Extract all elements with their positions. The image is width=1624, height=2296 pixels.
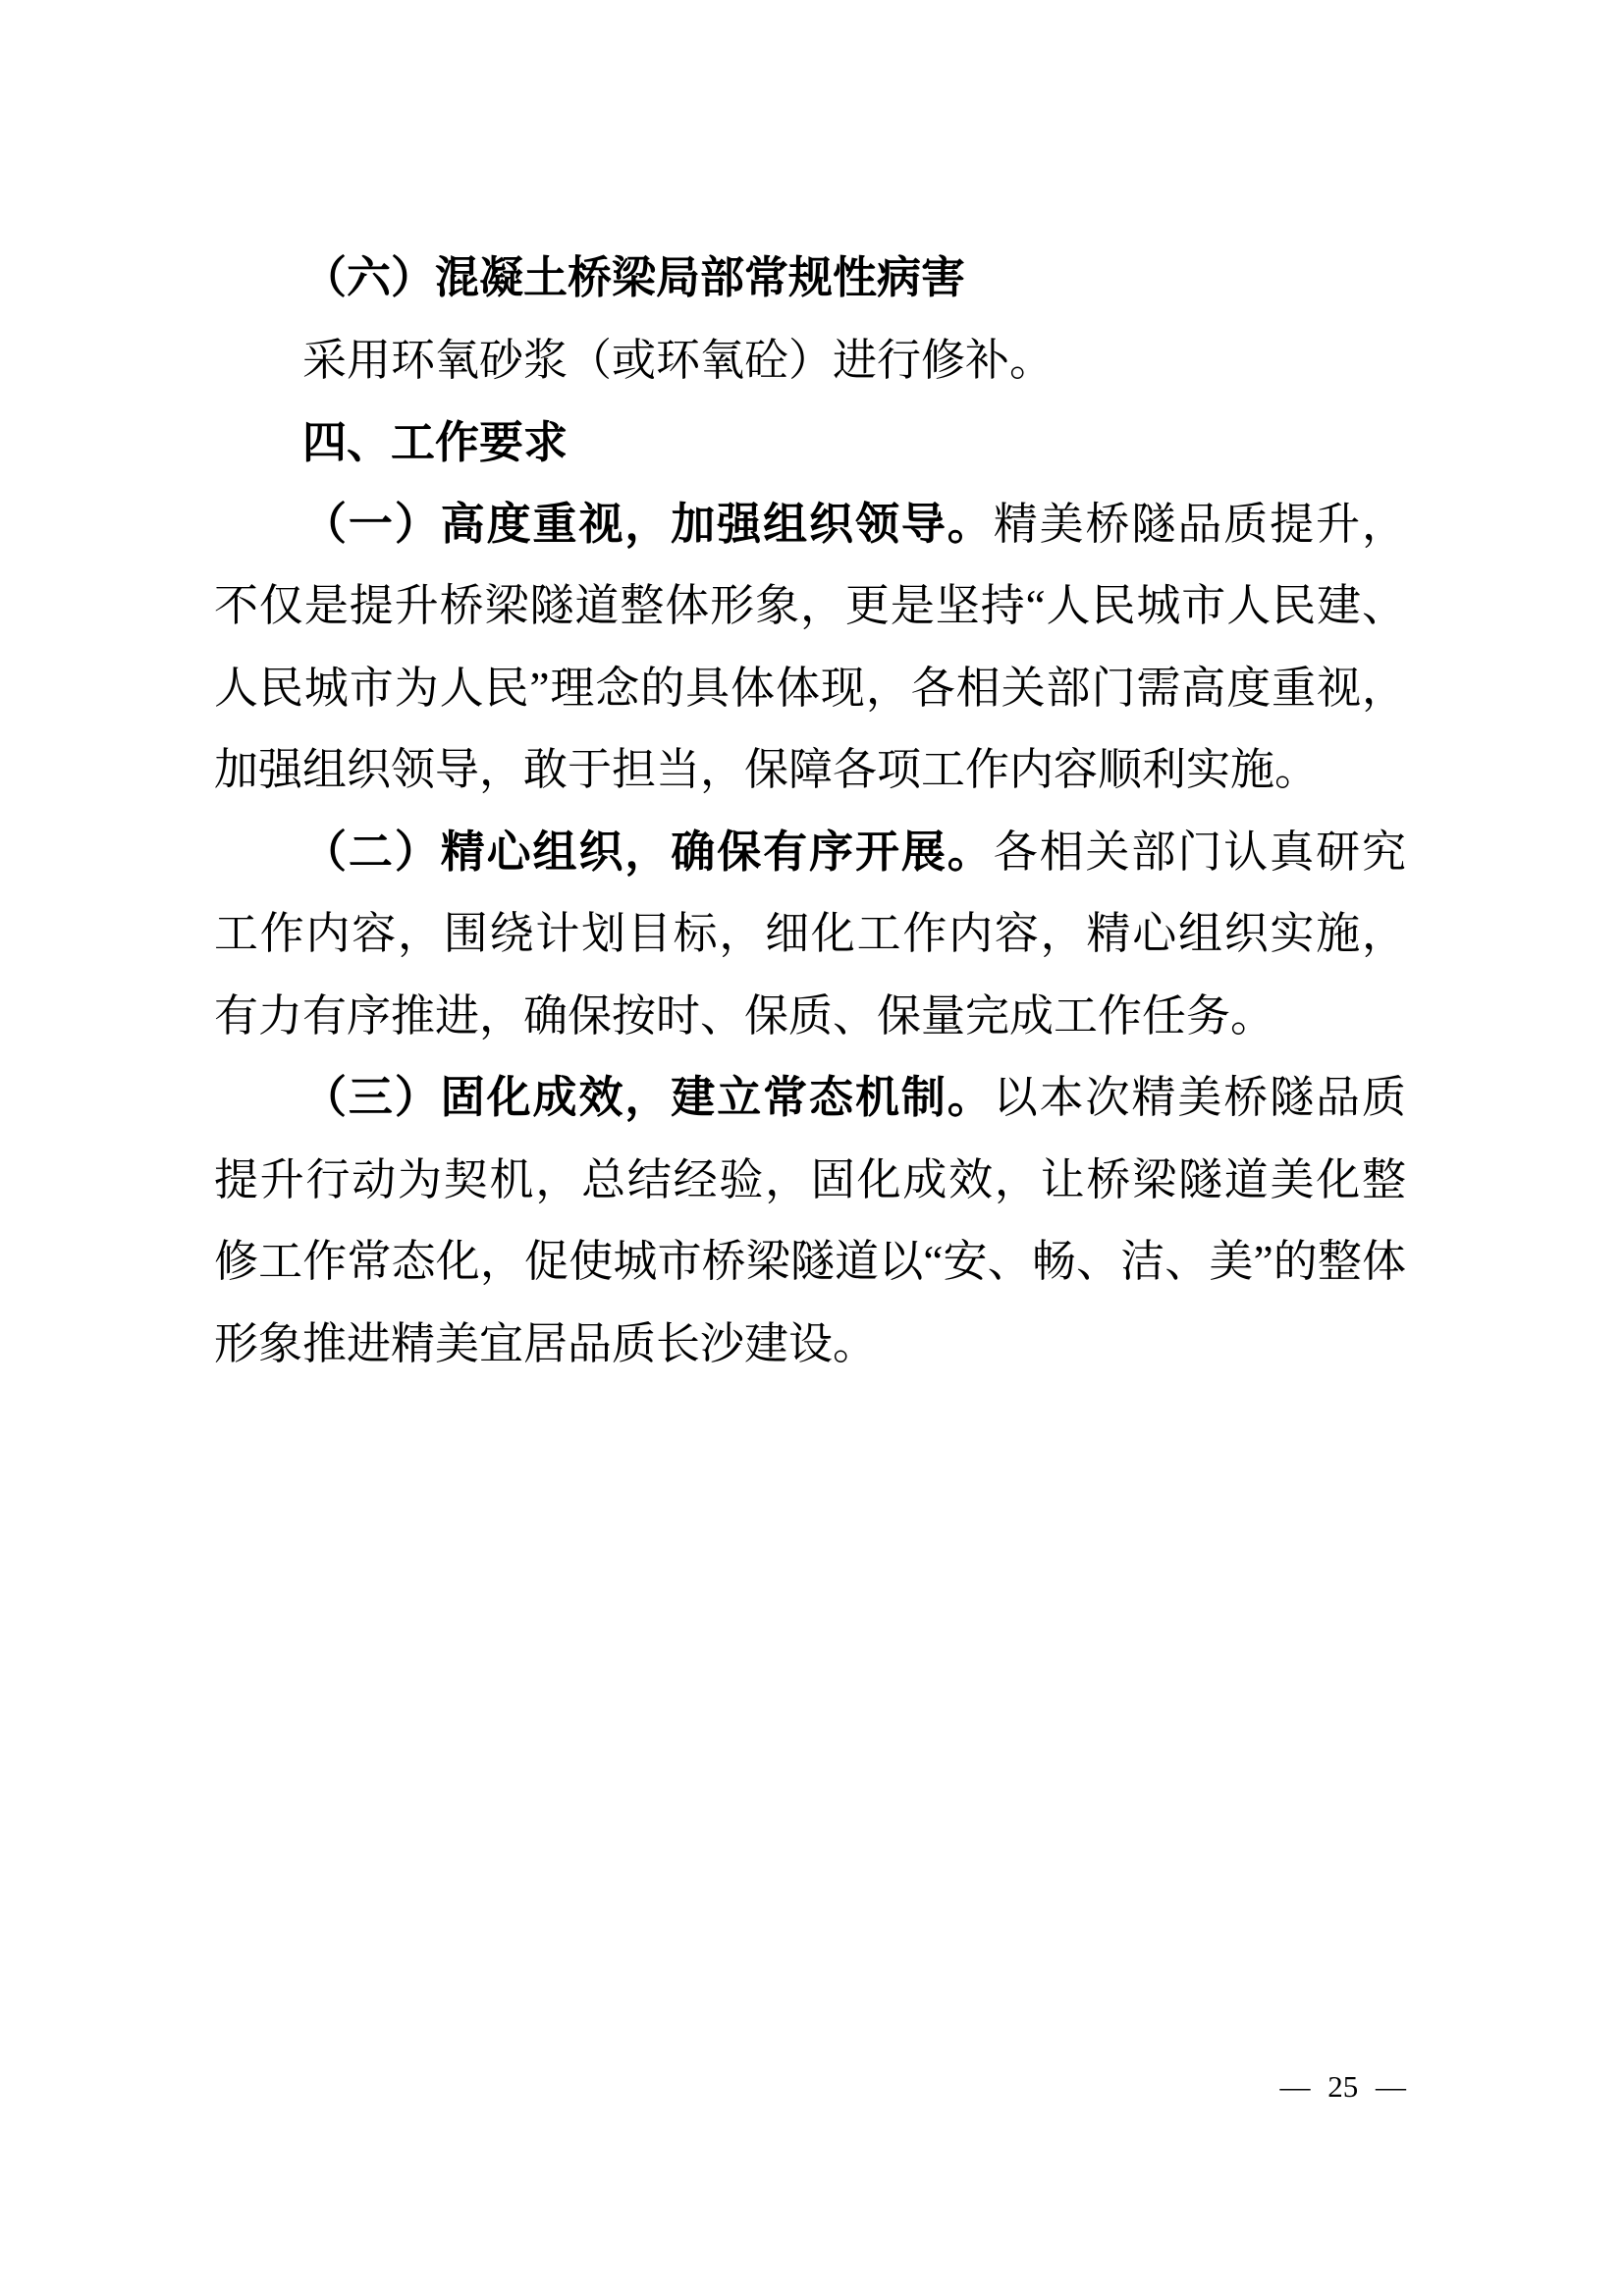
page-number: — 25 — xyxy=(1279,2069,1406,2104)
requirement-2-lead: （二）精心组织，确保有序开展。 xyxy=(302,827,994,877)
requirement-1-lead: （一）高度重视，加强组织领导。 xyxy=(302,499,994,549)
requirement-1-text: 精美桥隧品质提升，不仅是提升桥梁隧道整体形象，更是坚持“人民城市人民建、人民城市为人民”理念的具体体现，各相关部门需高度重视，加强组织领导，敢于担当，保障各项工作内容顺利实施。 xyxy=(214,499,1406,794)
heading-work-requirements: 四、工作要求 xyxy=(302,417,568,467)
heading-section-six: （六）混凝土桥梁局部常规性病害 xyxy=(302,253,966,302)
paragraph-requirement-3 xyxy=(214,1057,1406,1385)
requirement-3-text: 以本次精美桥隧品质提升行动为契机，总结经验，固化成效，让桥梁隧道美化整修工作常态化，促使城市桥梁隧道以“安、畅、洁、美”的整体形象推进精美宜居品质长沙建设。 xyxy=(214,1073,1406,1368)
requirement-2-text: 各相关部门认真研究工作内容，围绕计划目标，细化工作内容，精心组织实施，有力有序推进，确保按时、保质、保量完成工作任务。 xyxy=(214,827,1406,1041)
paragraph-requirement-1 xyxy=(214,484,1406,812)
requirement-3-lead: （三）固化成效，建立常态机制。 xyxy=(302,1073,994,1122)
paragraph-repair-method: 采用环氧砂浆（或环氧砼）进行修补。 xyxy=(302,335,1055,385)
paragraph-requirement-2 xyxy=(214,812,1406,1058)
document-body xyxy=(214,238,1406,1385)
